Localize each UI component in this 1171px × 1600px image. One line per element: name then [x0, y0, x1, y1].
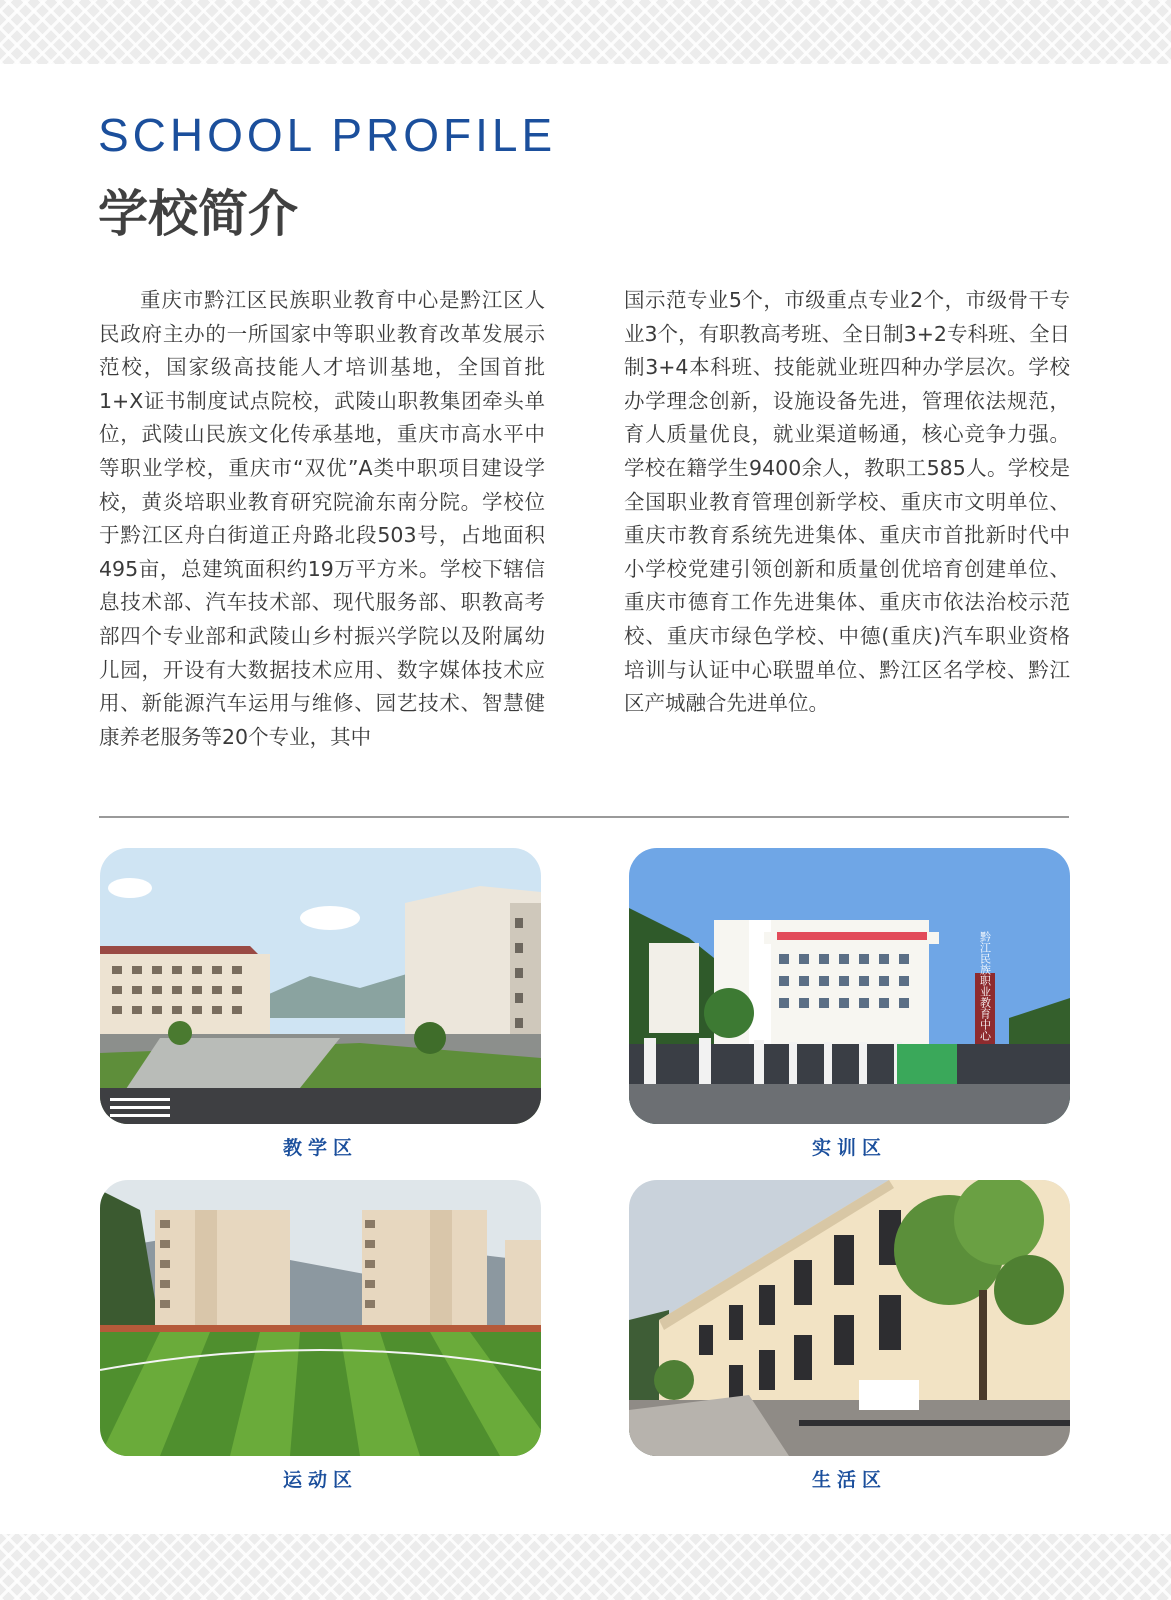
caption-living-area: 生活区	[811, 1469, 887, 1491]
caption-training-area: 实训区	[811, 1137, 887, 1159]
teaching-area-photo	[100, 848, 541, 1124]
profile-text-column-1: 重庆市黔江区民族职业教育中心是黔江区人民政府主办的一所国家中等职业教育改革发展示范校，国家级高技能人才培训基地，全国首批1+X证书制度试点院校，武陵山职教集团牵头单位，武陵山民族文化传承基地，重庆市高水平中等职业学校，重庆市“双优”A类中职项目建设学校，黄炎培职业教育研究院渝东南分院。学校位于黔江区舟白街道正舟路北段503号，占地面积495亩，总建筑面积约19万平方米。学校下辖信息技术部、汽车技术部、现代服务部、职教高考部四个专业部和武陵山乡村振兴学院以及附属幼儿园，开设有大数据技术应用、数字媒体技术应用、新能源汽车运用与维修、园艺技术、智慧健康养老服务等20个专业，其中	[99, 288, 545, 749]
decorative-pattern-band-top	[0, 0, 1171, 64]
title-english: SCHOOL PROFILE	[98, 109, 557, 161]
sports-area-photo	[100, 1180, 541, 1456]
caption-sports-area: 运动区	[282, 1469, 358, 1491]
decorative-pattern-band-bottom	[0, 1534, 1171, 1600]
profile-text-column-2: 国示范专业5个，市级重点专业2个，市级骨干专业3个，有职教高考班、全日制3+2专科班、全日制3+4本科班、技能就业班四种办学层次。学校办学理念创新，设施设备先进，管理依法规范，育人质量优良，就业渠道畅通，核心竞争力强。学校在籍学生9400余人，教职工585人。学校是全国职业教育管理创新学校、重庆市文明单位、重庆市教育系统先进集体、重庆市首批新时代中小学校党建引领创新和质量创优培育创建单位、重庆市德育工作先进集体、重庆市依法治校示范校、重庆市绿色学校、中德(重庆)汽车职业资格培训与认证中心联盟单位、黔江区名学校、黔江区产城融合先进单位。	[624, 288, 1070, 716]
gate-sign-text: 黔江民族职业教育中心	[978, 931, 992, 1041]
caption-teaching-area: 教学区	[282, 1137, 358, 1159]
title-chinese: 学校简介	[98, 185, 298, 243]
divider-line	[99, 816, 1069, 818]
training-area-photo	[629, 848, 1070, 1124]
living-area-photo	[629, 1180, 1070, 1456]
